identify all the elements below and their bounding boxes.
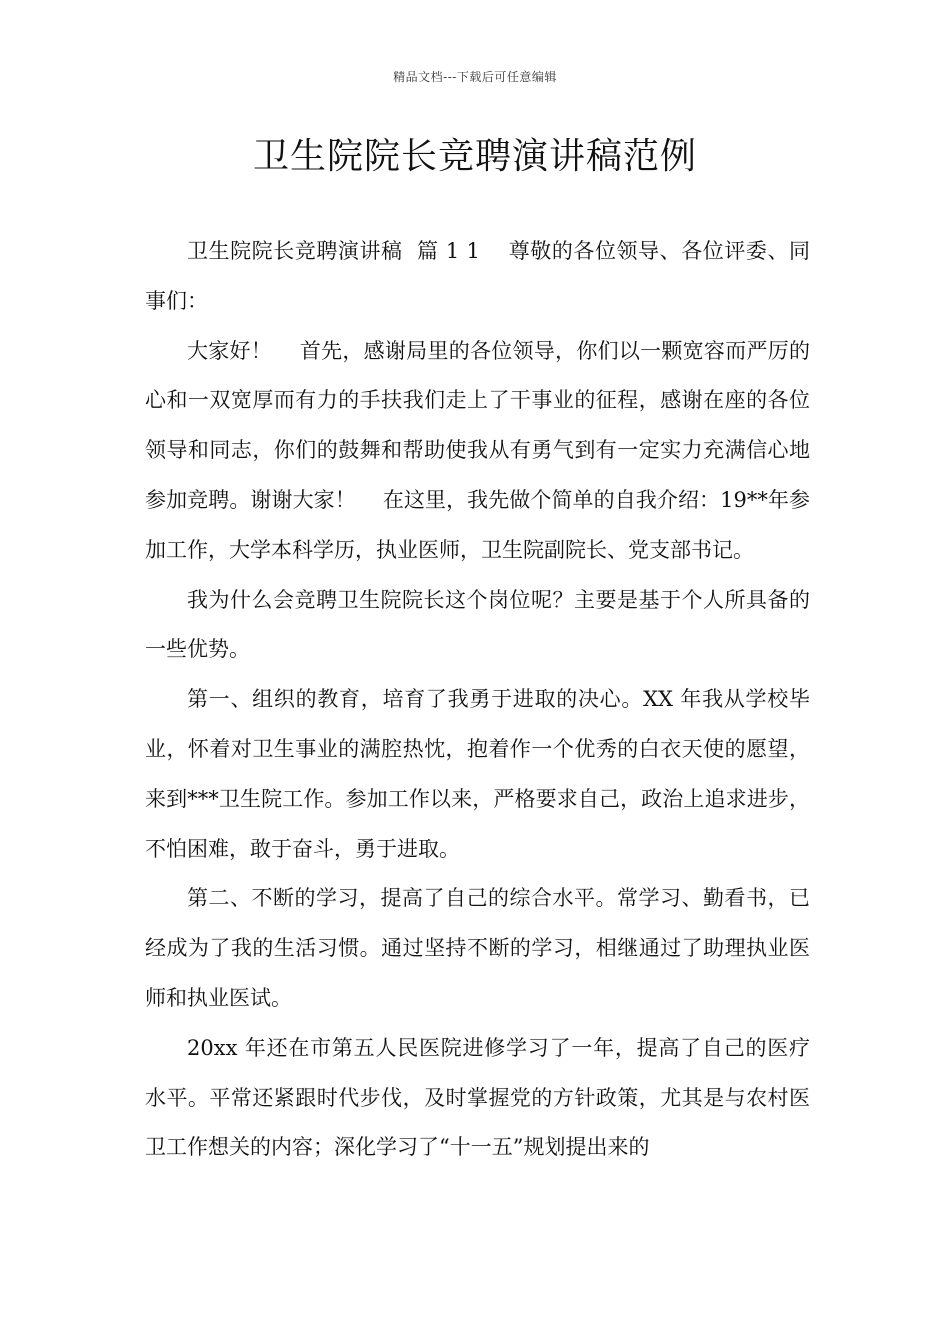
paragraph-1: 卫生院院长竞聘演讲稿 篇 1 1 尊敬的各位领导、各位评委、同事们：	[145, 239, 810, 313]
paragraph-5: 第二、不断的学习，提高了自己的综合水平。常学习、勤看书，已经成为了我的生活习惯。通过坚持不断的学习，相继通过了助理执业医师和执业医试。	[145, 886, 810, 1010]
paragraph-2: 大家好！ 首先，感谢局里的各位领导，你们以一颗宽容而严厉的心和一双宽厚而有力的手扶我们走上了干事业的征程，感谢在座的各位领导和同志，你们的鼓舞和帮助使我从有勇气到有一定实力充满信心地参加竞聘。谢谢大家！ 在这里，我先做个简单的自我介绍：19**年参加工作，大学本科学历，执业医师，卫生院副院长、党支部书记。	[145, 338, 810, 562]
paragraph-3: 我为什么会竞聘卫生院院长这个岗位呢？主要是基于个人所具备的一些优势。	[145, 587, 810, 662]
paragraph-4: 第一、组织的教育，培育了我勇于进取的决心。XX 年我从学校毕业，怀着对卫生事业的满腔热忱，抱着作一个优秀的白衣天使的愿望，来到***卫生院工作。参加工作以来，严格要求自己，政治上追求进步，不怕困难，敢于奋斗，勇于进取。	[145, 687, 810, 861]
document-title: 卫生院院长竞聘演讲稿范例	[252, 136, 697, 177]
header-note: 精品文档---下载后可任意编辑	[393, 70, 557, 84]
paragraph-6: 20xx 年还在市第五人民医院进修学习了一年，提高了自己的医疗水平。平常还紧跟时代步伐，及时掌握党的方针政策，尤其是与农村医卫工作想关的内容；深化学习了“十一五”规划提出来的	[145, 1035, 810, 1160]
document-body	[145, 227, 810, 1173]
